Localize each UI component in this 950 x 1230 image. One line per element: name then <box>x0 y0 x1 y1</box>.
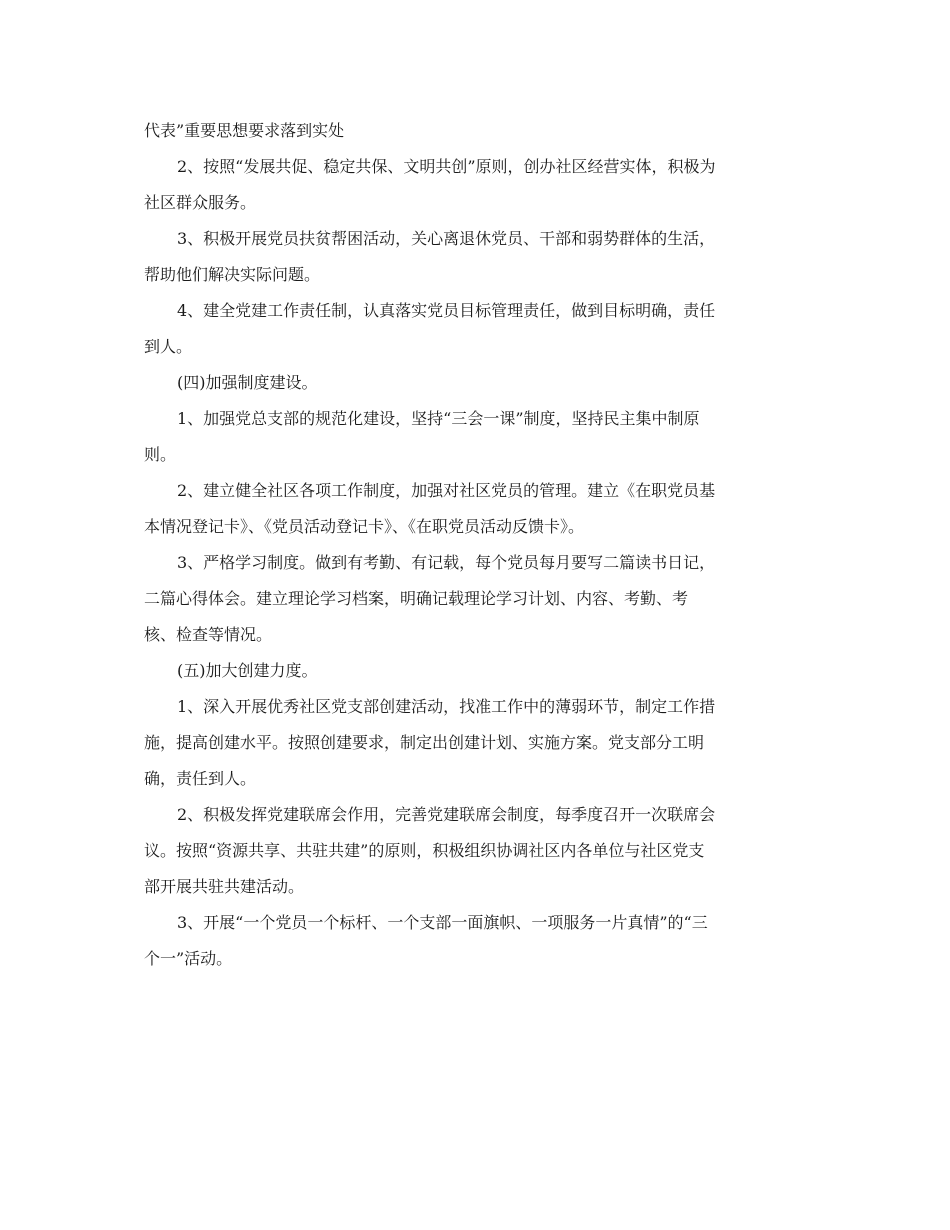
text-line: 核、检查等情况。 <box>144 625 273 644</box>
text-line: 个一”活动。 <box>144 949 233 968</box>
text-line: 3、积极开展党员扶贫帮困活动，关心离退休党员、干部和弱势群体的生活， <box>177 229 716 248</box>
text-line: 二篇心得体会。建立理论学习档案，明确记载理论学习计划、内容、考勤、考 <box>144 589 689 608</box>
section-heading: (四)加强制度建设。 <box>177 373 318 392</box>
text-line: 3、开展“一个党员一个标杆、一个支部一面旗帜、一项服务一片真情”的“三 <box>177 913 708 932</box>
text-line: 部开展共驻共建活动。 <box>144 877 305 896</box>
text-line: 2、按照“发展共促、稳定共保、文明共创”原则，创办社区经营实体，积极为 <box>177 157 716 176</box>
text-line: 确，责任到人。 <box>144 769 257 788</box>
text-line: 3、严格学习制度。做到有考勤、有记载，每个党员每月要写二篇读书日记， <box>177 553 716 572</box>
text-line: 议。按照“资源共享、共驻共建”的原则，积极组织协调社区内各单位与社区党支 <box>144 841 705 860</box>
document-body <box>144 113 806 977</box>
text-line: 本情况登记卡》、《党员活动登记卡》、《在职党员活动反馈卡》。 <box>144 517 585 536</box>
text-line: 2、积极发挥党建联席会作用，完善党建联席会制度，每季度召开一次联席会 <box>177 805 716 824</box>
text-line: 4、建全党建工作责任制，认真落实党员目标管理责任，做到目标明确，责任 <box>177 301 716 320</box>
text-line: 1、加强党总支部的规范化建设，坚持“三会一课”制度，坚持民主集中制原 <box>177 409 700 428</box>
text-line: 2、建立健全社区各项工作制度，加强对社区党员的管理。建立《在职党员基 <box>177 481 716 500</box>
text-line: 帮助他们解决实际问题。 <box>144 265 321 284</box>
section-heading: (五)加大创建力度。 <box>177 661 318 680</box>
text-line: 则。 <box>144 445 177 464</box>
text-line: 代表”重要思想要求落到实处 <box>144 121 345 140</box>
text-line: 1、深入开展优秀社区党支部创建活动，找准工作中的薄弱环节，制定工作措 <box>177 697 716 716</box>
text-line: 施，提高创建水平。按照创建要求，制定出创建计划、实施方案。党支部分工明 <box>144 733 705 752</box>
text-line: 到人。 <box>144 337 193 356</box>
text-line: 社区群众服务。 <box>144 193 257 212</box>
